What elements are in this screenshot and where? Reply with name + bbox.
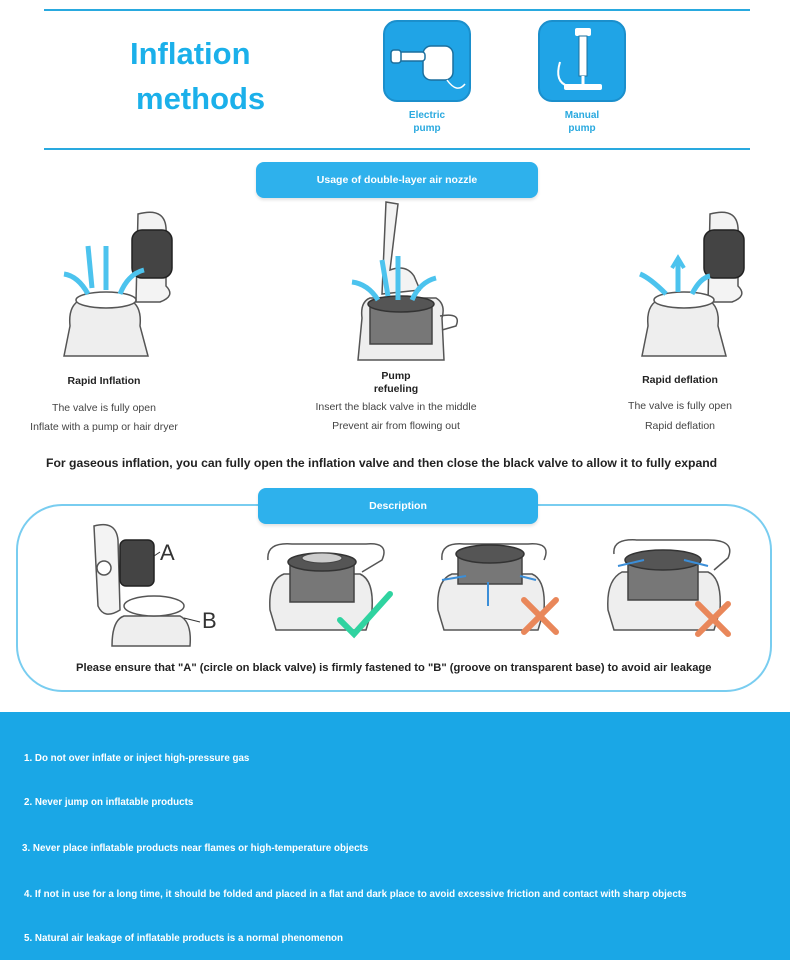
tips-panel — [0, 712, 790, 960]
misaligned-valve-illustration — [432, 530, 572, 640]
method-electric-label: Electric pump — [408, 110, 446, 134]
pump-refueling-illustration — [332, 200, 472, 370]
tip-item: 5. Natural air leakage of inflatable products is a normal phenomenon — [24, 933, 344, 944]
label-b: B — [202, 608, 217, 633]
heading-line-2: methods — [136, 81, 266, 116]
header-rule — [44, 148, 750, 150]
description-pill: Description — [258, 488, 538, 524]
mode-line: The valve is fully open — [52, 402, 156, 414]
mode-line: Rapid deflation — [644, 420, 716, 432]
mode-title: Pump refueling — [373, 370, 419, 395]
mode-pump-refueling — [306, 370, 486, 433]
fastening-warning: Please ensure that "A" (circle on black valve) is firmly fastened to "B" (groove on transparent base) to avoid air leakage — [76, 662, 712, 674]
top-rule — [44, 9, 750, 11]
mode-line: Insert the black valve in the middle — [315, 401, 477, 413]
mode-rapid-deflation — [600, 374, 760, 433]
rapid-inflation-illustration — [58, 206, 198, 366]
label-a: A — [160, 540, 175, 565]
mode-title: Rapid Inflation — [67, 375, 141, 387]
tip-item: 4. If not in use for a long time, it should be folded and placed in a flat and dark place to avoid excessive friction and contact with sharp objects — [24, 889, 687, 900]
loose-valve-illustration — [604, 530, 754, 640]
method-electric — [383, 20, 471, 135]
tip-item: 3. Never place inflatable products near flames or high-temperature objects — [22, 843, 369, 854]
tip-item: 1. Do not over inflate or inject high-pressure gas — [24, 753, 250, 764]
inflation-note: For gaseous inflation, you can fully open the inflation valve and then close the black valve to allow it to fully expand — [46, 456, 718, 470]
electric-pump-icon — [383, 20, 471, 102]
manual-pump-icon — [538, 20, 626, 102]
mode-line: The valve is fully open — [628, 400, 732, 412]
correct-fit-illustration — [262, 530, 402, 640]
mode-title: Rapid deflation — [642, 374, 718, 386]
nozzle-pill: Usage of double-layer air nozzle — [256, 162, 538, 198]
method-manual — [538, 20, 626, 135]
mode-line: Prevent air from flowing out — [332, 420, 460, 432]
heading-line-1: Inflation — [130, 36, 251, 71]
tip-item: 2. Never jump on inflatable products — [24, 797, 194, 808]
mode-rapid-inflation — [24, 375, 184, 434]
method-manual-label: Manual pump — [564, 110, 600, 134]
rapid-deflation-illustration — [630, 206, 780, 366]
mode-line: Inflate with a pump or hair dryer — [30, 421, 178, 433]
